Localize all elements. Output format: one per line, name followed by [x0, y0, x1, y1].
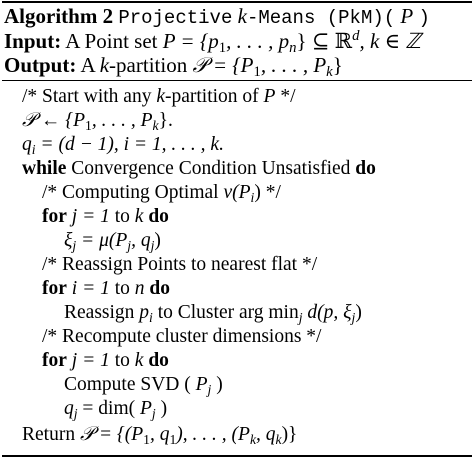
keyword-do: do	[149, 278, 171, 299]
subscript: j	[73, 405, 78, 421]
input-text: A Point set	[65, 29, 158, 53]
comment-text: /* Start with any	[22, 86, 152, 107]
input-tail: , k ∈ ℤ	[359, 29, 421, 53]
reassign-text: to Cluster arg min	[157, 302, 299, 323]
line-start-comment	[22, 85, 296, 109]
line-init-partition	[22, 109, 173, 133]
math-eq: = dim(	[82, 398, 136, 419]
math-rest: = (d − 1), i = 1, . . . , k.	[40, 134, 224, 155]
input-sub-1: 1	[218, 40, 227, 57]
line-compute-svd	[64, 373, 223, 397]
var-P: P	[263, 86, 276, 107]
math-close: )}	[281, 424, 298, 445]
subscript: 1	[169, 431, 177, 447]
reassign-text: Reassign	[64, 302, 135, 323]
subscript: j	[151, 405, 156, 421]
var-q: q	[64, 398, 74, 419]
output-sub-1: 1	[253, 64, 261, 81]
line-comment-optimal	[42, 181, 281, 205]
keyword-return: Return	[22, 424, 76, 445]
header-rule	[2, 80, 472, 81]
loop-var: i = 1	[71, 278, 110, 299]
subscript: k	[249, 431, 256, 447]
algorithm-label: Algorithm 2	[4, 4, 114, 28]
keyword-to: to	[114, 206, 130, 227]
algorithm-name: Projective	[118, 7, 233, 29]
line-comment-recompute	[42, 325, 321, 349]
keyword-do: do	[355, 158, 376, 179]
output-mid: , . . . , P	[260, 53, 327, 77]
input-math: P = {p	[162, 29, 219, 53]
math-mid: , q	[131, 230, 151, 251]
var-P: P	[195, 374, 208, 395]
math-mid: , . . . , P	[91, 110, 153, 131]
comment-text: /* Recompute cluster dimensions */	[42, 326, 322, 347]
keyword-to: to	[114, 350, 130, 371]
subscript: j	[207, 381, 212, 397]
algorithm-output	[4, 53, 343, 81]
while-condition: Convergence Condition Unsatisfied	[71, 158, 351, 179]
algorithm-k: k	[237, 4, 247, 28]
input-sup-d: d	[352, 27, 360, 44]
comment-text: /* Reassign Points to nearest flat */	[42, 254, 318, 275]
line-xi	[64, 229, 161, 253]
subscript: j	[150, 237, 155, 253]
keyword-to: to	[114, 278, 130, 299]
var-p: p	[139, 302, 150, 323]
input-sub-n: n	[289, 40, 297, 57]
math-close: )	[254, 182, 261, 203]
algorithm-means: -Means (PkM)(	[246, 7, 396, 29]
math-distance: d(p, ξ	[307, 302, 352, 323]
loop-var: j = 1	[71, 206, 110, 227]
subscript: i	[31, 141, 36, 157]
math-close: )	[160, 398, 168, 419]
algorithm-input	[4, 27, 421, 57]
var-xi: ξ	[64, 230, 73, 251]
comment-end: */	[265, 182, 281, 203]
subscript: 1	[143, 431, 150, 447]
math-close: )	[355, 302, 362, 323]
line-return	[22, 423, 297, 447]
keyword-do: do	[148, 206, 169, 227]
math-mid: , q	[256, 424, 276, 445]
keyword-do: do	[148, 350, 169, 371]
output-text-2: -partition	[109, 53, 188, 77]
output-k: k	[99, 53, 110, 77]
input-after: } ⊆ ℝ	[296, 29, 353, 53]
math-partition: 𝒫 ← {P	[22, 110, 86, 131]
algorithm-arg: P	[400, 4, 414, 28]
output-label: Output:	[4, 53, 77, 77]
math-mid: ), . . . , (P	[176, 424, 250, 445]
subscript: j	[127, 237, 132, 253]
keyword-while: while	[22, 158, 67, 179]
subscript: j	[351, 309, 356, 325]
bottom-rule	[2, 455, 472, 457]
subscript: i	[149, 309, 153, 325]
input-label: Input:	[4, 29, 62, 53]
top-rule	[2, 1, 472, 3]
line-for-j-2	[42, 349, 169, 373]
output-sub-k: k	[326, 64, 333, 81]
loop-var: j = 1	[71, 350, 110, 371]
subscript: k	[152, 117, 159, 133]
output-math: 𝒫 = {P	[192, 53, 254, 77]
subscript: 1	[85, 117, 92, 133]
var-q: q	[22, 134, 32, 155]
comment-text: /* Computing Optimal	[42, 182, 219, 203]
math-nu: ν(P	[223, 182, 251, 203]
math-eq: = μ(P	[81, 230, 128, 251]
line-while	[22, 157, 376, 181]
subscript: k	[275, 431, 282, 447]
comment-text: -partition of	[164, 86, 259, 107]
math-close: )	[216, 374, 223, 395]
keyword-for: for	[42, 278, 67, 299]
input-mid: , . . . , p	[226, 29, 290, 53]
line-for-i	[42, 277, 170, 301]
subscript: j	[72, 237, 77, 253]
output-close: }	[332, 53, 343, 77]
subscript: j	[298, 309, 303, 325]
math-close: )	[154, 230, 161, 251]
math-mid: , q	[149, 424, 170, 445]
line-dim	[64, 397, 167, 421]
line-init-q	[22, 133, 224, 157]
math-return: 𝒫 = {(P	[79, 424, 144, 445]
keyword-for: for	[42, 350, 67, 371]
algorithm-title	[4, 4, 430, 30]
comment-end: */	[280, 86, 296, 107]
loop-bound: n	[134, 278, 145, 299]
subscript: i	[250, 189, 255, 205]
math-close: }.	[158, 110, 173, 131]
var-P: P	[140, 398, 152, 419]
svd-text: Compute SVD (	[64, 374, 191, 395]
output-text-1: A	[80, 53, 95, 77]
line-for-j-1	[42, 205, 169, 229]
algorithm-close: )	[418, 7, 430, 29]
line-reassign	[64, 301, 362, 325]
var-k: k	[156, 86, 165, 107]
line-comment-reassign	[42, 253, 317, 277]
keyword-for: for	[42, 206, 67, 227]
loop-bound: k	[134, 206, 144, 227]
loop-bound: k	[134, 350, 144, 371]
